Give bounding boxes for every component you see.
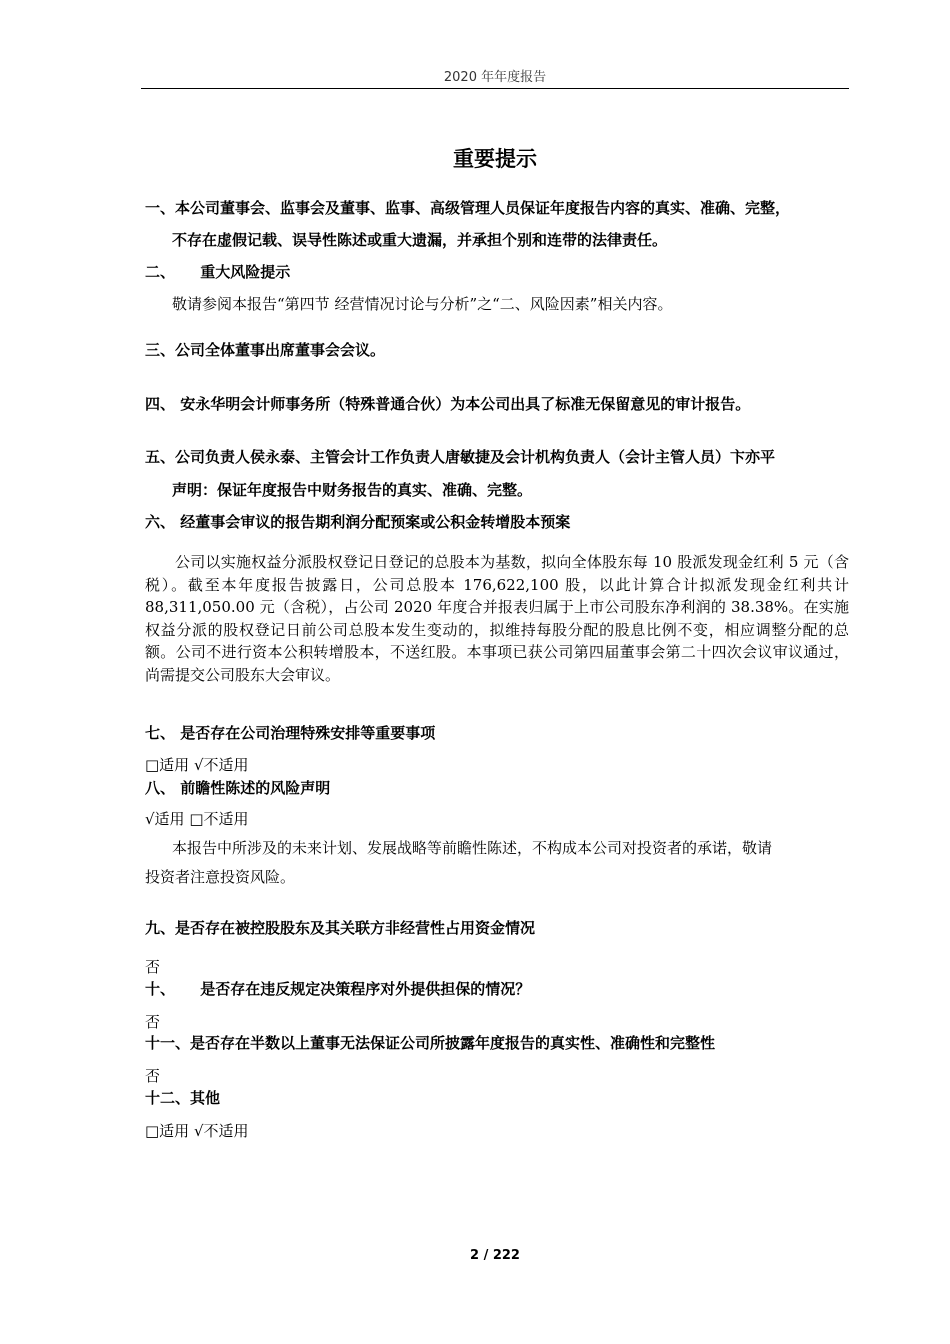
- item-10-number: 十、: [145, 980, 176, 998]
- item-11-answer: 否: [145, 1067, 161, 1085]
- item-7-answer: □适用 √不适用: [145, 756, 249, 774]
- item-9-title: 九、是否存在被控股股东及其关联方非经营性占用资金情况: [145, 919, 536, 937]
- item-8-body-line-2: 投资者注意投资风险。: [145, 868, 296, 886]
- item-2-heading: [145, 262, 853, 282]
- item-9-answer: 否: [145, 958, 161, 976]
- page-number: 2 / 222: [470, 1248, 520, 1263]
- item-5-line-2: 声明：保证年度报告中财务报告的真实、准确、完整。: [172, 481, 533, 499]
- item-10-title: 是否存在违反规定决策程序对外提供担保的情况？: [200, 980, 531, 998]
- item-5-line-1: 五、公司负责人侯永泰、主管会计工作负责人唐敏捷及会计机构负责人（会计主管人员）卞亦平: [145, 448, 776, 466]
- item-4: 四、 安永华明会计师事务所（特殊普通合伙）为本公司出具了标准无保留意见的审计报告。: [145, 395, 751, 413]
- item-7-title: 七、 是否存在公司治理特殊安排等重要事项: [145, 724, 436, 742]
- item-2-body: 敬请参阅本报告“第四节 经营情况讨论与分析”之“二、风险因素”相关内容。: [172, 295, 673, 313]
- item-6-title: 六、 经董事会审议的报告期利润分配预案或公积金转增股本预案: [145, 513, 571, 531]
- item-11-title: 十一、是否存在半数以上董事无法保证公司所披露年度报告的真实性、准确性和完整性: [145, 1034, 716, 1052]
- header-rule: [141, 88, 849, 89]
- item-12-answer: □适用 √不适用: [145, 1122, 249, 1140]
- running-header: 2020 年年度报告: [443, 70, 547, 85]
- item-8-answer: √适用 □不适用: [145, 810, 249, 828]
- item-12-title: 十二、其他: [145, 1089, 221, 1107]
- item-1-line-2: 不存在虚假记载、误导性陈述或重大遗漏，并承担个别和连带的法律责任。: [172, 231, 668, 249]
- item-2-number: 二、: [145, 263, 176, 281]
- item-2-title: 重大风险提示: [200, 263, 291, 281]
- item-8-body-line-1: 本报告中所涉及的未来计划、发展战略等前瞻性陈述，不构成本公司对投资者的承诺，敬请: [172, 839, 773, 857]
- item-6-body: 公司以实施权益分派股权登记日登记的总股本为基数，拟向全体股东每 10 股派发现金红利 5 元（含税）。截至本年度报告披露日，公司总股本 176,622,100 股，以此计算合计拟派发现金红利共计 88,311,050.00 元（含税），占公司 2020 年度合并报表归属于上市公司股东净利润的 38.38%。在实施权益分派的股权登记日前公司总股本发生变动的，拟维持每股分配的股息比例不变，相应调整分配的总额。公司不进行资本公积转增股本，不送红股。本事项已获公司第四届董事会第二十四次会议审议通过，尚需提交公司股东大会审议。: [145, 553, 849, 684]
- item-1-line-1: 一、本公司董事会、监事会及董事、监事、高级管理人员保证年度报告内容的真实、准确、完整，: [145, 199, 791, 217]
- item-10-heading: [145, 979, 853, 999]
- page-title: 重要提示: [453, 147, 537, 171]
- item-10-answer: 否: [145, 1013, 161, 1031]
- item-8-title: 八、 前瞻性陈述的风险声明: [145, 779, 331, 797]
- item-3: 三、公司全体董事出席董事会会议。: [145, 341, 386, 359]
